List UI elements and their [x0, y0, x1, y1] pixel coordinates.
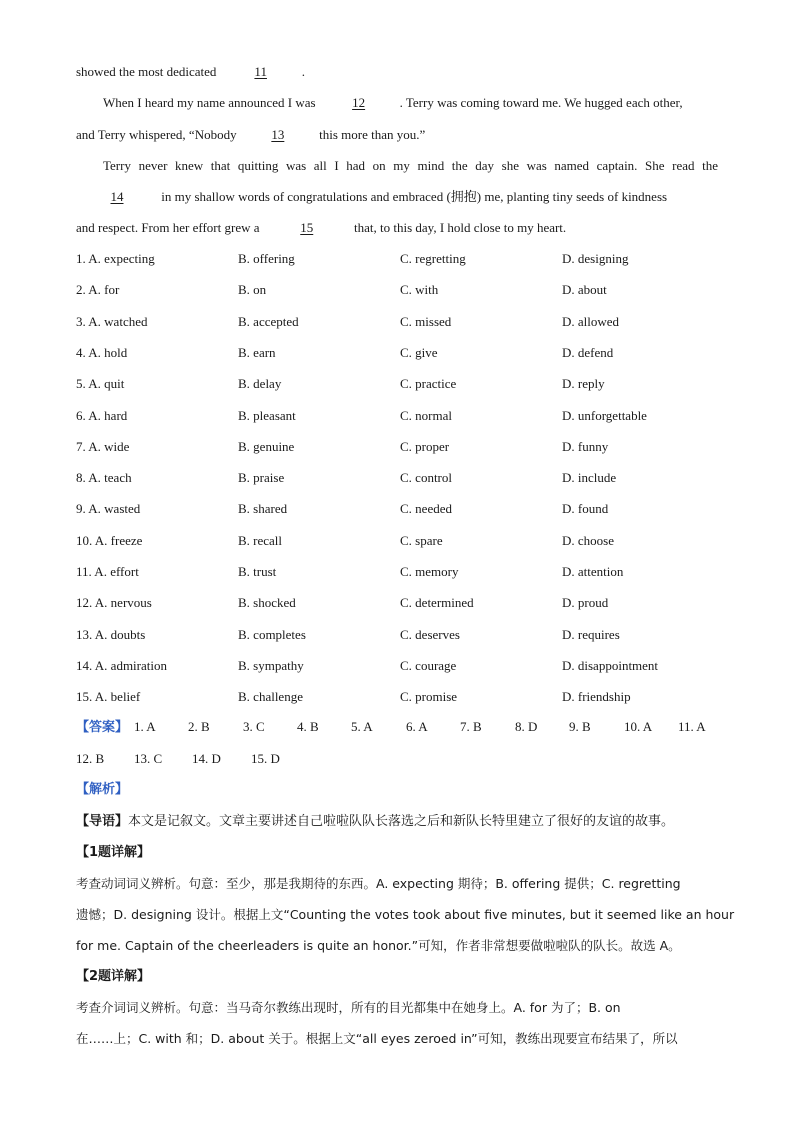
answer-item: 5. A — [351, 719, 373, 734]
option-c: C. normal — [400, 408, 452, 423]
option-c: C. deserves — [400, 627, 460, 642]
option-c: C. memory — [400, 564, 459, 579]
blank-15: 15 — [300, 220, 314, 235]
option-b: B. sympathy — [238, 658, 304, 673]
option-d: D. friendship — [562, 689, 631, 704]
q2-line-2: 在……上；C. with 和；D. about 关于。根据上文“all eyes zeroed in”可知，教练出现要宣布结果了，所以 — [76, 1031, 678, 1046]
answer-item: 9. B — [569, 719, 591, 734]
option-b: B. shared — [238, 501, 288, 516]
q1-heading: 【1题详解】 — [76, 845, 151, 860]
answer-item: 14. D — [192, 751, 221, 766]
option-b: B. trust — [238, 564, 277, 579]
passage-line-4: Terry never knew that quitting was all I had on my mind the day she was named captain. She read the — [103, 158, 718, 173]
answer-row-1 — [76, 718, 736, 736]
passage-text: When I heard my name announced I was — [103, 95, 316, 110]
q1-line-2: 遗憾；D. designing 设计。根据上文“Counting the votes took about five minutes, but it seemed like an hour — [76, 907, 735, 922]
option-a: 2. A. for — [76, 282, 120, 297]
passage-text: showed the most dedicated — [76, 64, 217, 79]
option-d: D. defend — [562, 345, 614, 360]
option-c: C. needed — [400, 501, 452, 516]
option-c: C. missed — [400, 314, 452, 329]
option-d: D. include — [562, 470, 617, 485]
passage-text: this more than you.” — [319, 127, 426, 142]
answer-item: 13. C — [134, 751, 163, 766]
option-d: D. disappointment — [562, 658, 659, 673]
option-d: D. attention — [562, 564, 624, 579]
blank-14: 14 — [110, 189, 124, 204]
option-row — [76, 407, 716, 425]
option-a: 7. A. wide — [76, 439, 130, 454]
answer-item: 7. B — [460, 719, 482, 734]
option-b: B. earn — [238, 345, 276, 360]
option-row — [76, 313, 716, 331]
answer-item: 8. D — [515, 719, 538, 734]
option-d: D. requires — [562, 627, 620, 642]
option-d: D. funny — [562, 439, 609, 454]
option-c: C. determined — [400, 595, 474, 610]
option-b: B. accepted — [238, 314, 299, 329]
q2-heading: 【2题详解】 — [76, 969, 151, 984]
answer-item: 6. A — [406, 719, 428, 734]
option-d: D. proud — [562, 595, 609, 610]
option-a: 3. A. watched — [76, 314, 148, 329]
option-b: B. challenge — [238, 689, 303, 704]
passage-text: and respect. From her effort grew a — [76, 220, 260, 235]
option-c: C. proper — [400, 439, 450, 454]
passage-line-2 — [103, 94, 683, 112]
passage-line-6 — [76, 219, 566, 237]
option-c: C. promise — [400, 689, 458, 704]
guide-text: 本文是记叙文。文章主要讲述自己啦啦队队长落选之后和新队长特里建立了很好的友谊的故事。 — [128, 814, 675, 829]
passage-line-3 — [76, 126, 425, 144]
option-a: 14. A. admiration — [76, 658, 167, 673]
passage-text: . Terry was coming toward me. We hugged each other, — [399, 95, 683, 110]
option-d: D. reply — [562, 376, 605, 391]
option-b: B. genuine — [238, 439, 295, 454]
passage-text: . — [301, 64, 305, 79]
option-b: B. recall — [238, 533, 283, 548]
option-a: 4. A. hold — [76, 345, 128, 360]
answer-label: 【答案】 — [76, 720, 129, 735]
option-row — [76, 281, 716, 299]
option-a: 6. A. hard — [76, 408, 128, 423]
passage-text: that, to this day, I hold close to my heart. — [354, 220, 567, 235]
answer-item: 4. B — [297, 719, 319, 734]
option-d: D. found — [562, 501, 609, 516]
option-c: C. give — [400, 345, 438, 360]
option-row — [76, 375, 716, 393]
q1-line-1: 考查动词词义辨析。句意：至少，那是我期待的东西。A. expecting 期待；B. offering 提供；C. regretting — [76, 876, 681, 891]
option-b: B. delay — [238, 376, 282, 391]
option-d: D. unforgettable — [562, 408, 647, 423]
option-b: B. praise — [238, 470, 285, 485]
option-d: D. allowed — [562, 314, 620, 329]
option-a: 5. A. quit — [76, 376, 125, 391]
answer-item: 15. D — [251, 751, 280, 766]
option-row — [76, 344, 716, 362]
analysis-label — [76, 781, 128, 799]
answer-item: 1. A — [134, 719, 156, 734]
answer-item: 2. B — [188, 719, 210, 734]
option-row — [76, 438, 716, 456]
option-a: 15. A. belief — [76, 689, 141, 704]
guide-label: 【导语】 — [76, 814, 129, 829]
answer-item: 12. B — [76, 751, 105, 766]
answer-item: 11. A — [678, 719, 706, 734]
option-row — [76, 626, 716, 644]
passage-line-1 — [76, 63, 305, 81]
option-b: B. completes — [238, 627, 306, 642]
answer-item: 3. C — [243, 719, 265, 734]
q1-line-3: for me. Captain of the cheerleaders is quite an honor.”可知，作者非常想要做啦啦队的队长。故选 A。 — [76, 938, 681, 953]
option-b: B. on — [238, 282, 267, 297]
option-row — [76, 594, 716, 612]
option-a: 10. A. freeze — [76, 533, 143, 548]
option-row — [76, 469, 716, 487]
option-c: C. regretting — [400, 251, 466, 266]
option-a: 9. A. wasted — [76, 501, 141, 516]
option-row — [76, 688, 716, 706]
q2-line-1: 考查介词词义辨析。句意：当马奇尔教练出现时，所有的目光都集中在她身上。A. for 为了；B. on — [76, 1000, 621, 1015]
option-a: 13. A. doubts — [76, 627, 146, 642]
blank-11: 11 — [254, 64, 267, 79]
blank-12: 12 — [352, 95, 366, 110]
passage-text: and Terry whispered, “Nobody — [76, 127, 237, 142]
option-row — [76, 657, 716, 675]
option-a: 11. A. effort — [76, 564, 139, 579]
option-row — [76, 250, 716, 268]
guide-line — [76, 813, 674, 831]
option-d: D. about — [562, 282, 607, 297]
passage-line-5 — [76, 188, 667, 206]
option-d: D. choose — [562, 533, 614, 548]
option-row — [76, 500, 716, 518]
option-row — [76, 563, 716, 581]
option-a: 8. A. teach — [76, 470, 132, 485]
analysis-heading: 【解析】 — [76, 782, 129, 797]
option-b: B. pleasant — [238, 408, 296, 423]
option-c: C. with — [400, 282, 439, 297]
option-c: C. spare — [400, 533, 443, 548]
answer-row-2 — [76, 750, 736, 768]
blank-13: 13 — [271, 127, 285, 142]
option-c: C. practice — [400, 376, 457, 391]
option-d: D. designing — [562, 251, 629, 266]
option-a: 1. A. expecting — [76, 251, 155, 266]
passage-text: in my shallow words of congratulations and embraced (拥抱) me, planting tiny seeds of kindness — [161, 189, 668, 204]
answer-item: 10. A — [624, 719, 653, 734]
option-row — [76, 532, 716, 550]
option-c: C. control — [400, 470, 452, 485]
option-c: C. courage — [400, 658, 457, 673]
option-a: 12. A. nervous — [76, 595, 152, 610]
option-b: B. offering — [238, 251, 295, 266]
option-b: B. shocked — [238, 595, 296, 610]
